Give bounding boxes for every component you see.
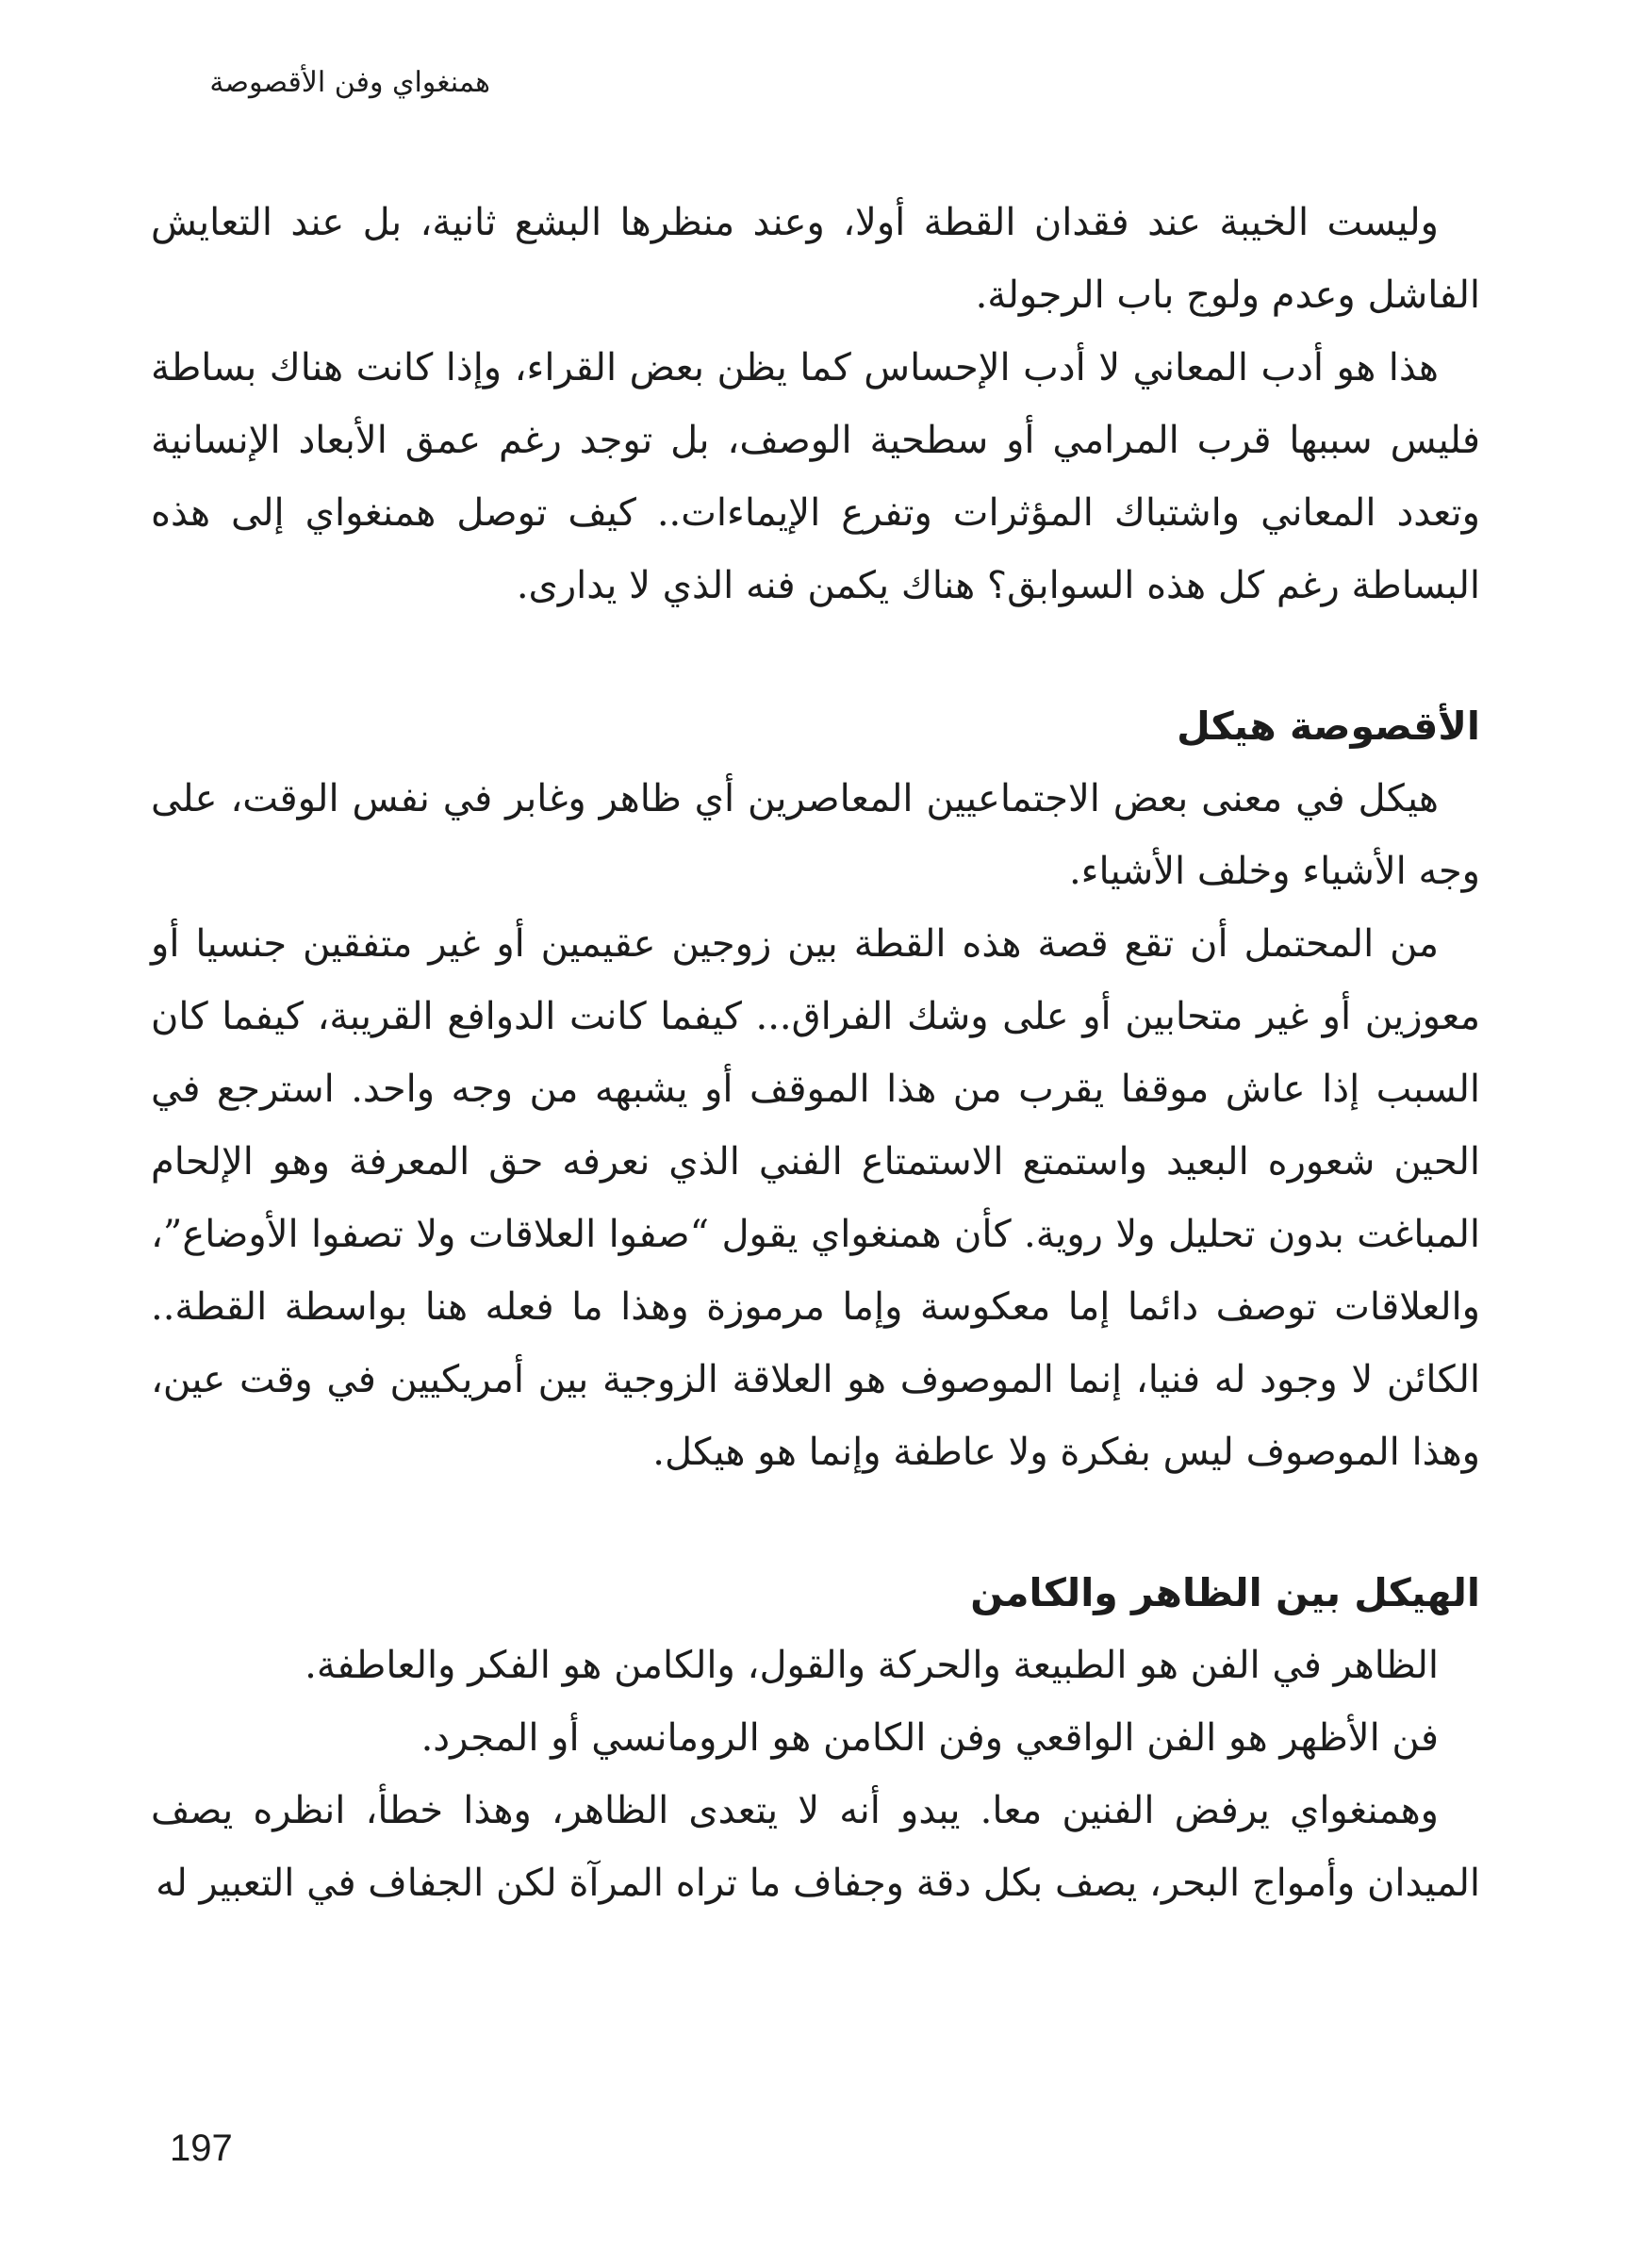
section-heading: الأقصوصة هيكل <box>1177 704 1480 749</box>
paragraph: الظاهر في الفن هو الطبيعة والحركة والقول، والكامن هو الفكر والعاطفة. <box>305 1644 1439 1687</box>
section-spacer <box>151 622 1480 690</box>
paragraph: هذا هو أدب المعاني لا أدب الإحساس كما يظن بعض القراء، وإذا كانت هناك بساطة فليس سببها قرب المرامي أو سطحية الوصف، بل توجد رغم عمق الأبعاد الإنسانية وتعدد المعاني واشتباك المؤثرات وتفرع الإيماءات.. كيف توصل همنغواي إلى هذه البساطة رغم كل هذه السوابق؟ هناك يكمن فنه الذي لا يدارى. <box>151 346 1480 607</box>
paragraph: وهمنغواي يرفض الفنين معا. يبدو أنه لا يتعدى الظاهر، وهذا خطأ، انظره يصف الميدان وأمواج البحر، يصف بكل دقة وجفاف ما تراه المرآة لكن الجفاف في التعبير له <box>151 1789 1480 1905</box>
paragraph: من المحتمل أن تقع قصة هذه القطة بين زوجين عقيمين أو غير متفقين جنسيا أو معوزين أو غير متحابين أو على وشك الفراق... كيفما كانت الدوافع القريبة، كيفما كان السبب إذا عاش موقفا يقرب من هذا الموقف أو يشبهه من وجه واحد. استرجع في الحين شعوره البعيد واستمتع الاستمتاع الفني الذي نعرفه حق المعرفة وهو الإلحام المباغت بدون تحليل ولا روية. كأن همنغواي يقول “صفوا العلاقات ولا تصفوا الأوضاع”، والعلاقات توصف دائما إما معكوسة وإما مرموزة وهذا ما فعله هنا بواسطة القطة.. الكائن لا وجود له فنيا، إنما الموصوف هو العلاقة الزوجية بين أمريكيين في وقت عين، وهذا الموصوف ليس بفكرة ولا عاطفة وإنما هو هيكل. <box>151 922 1480 1474</box>
paragraph: وليست الخيبة عند فقدان القطة أولا، وعند منظرها البشع ثانية، بل عند التعايش الفاشل وعدم ولوج باب الرجولة. <box>151 201 1480 317</box>
page-number: 197 <box>170 2127 233 2169</box>
section-heading: الهيكل بين الظاهر والكامن <box>970 1570 1480 1615</box>
paragraph: هيكل في معنى بعض الاجتماعيين المعاصرين أي ظاهر وغابر في نفس الوقت، على وجه الأشياء وخلف الأشياء. <box>151 777 1480 893</box>
paragraph: فن الأظهر هو الفن الواقعي وفن الكامن هو الرومانسي أو المجرد. <box>420 1716 1439 1760</box>
section-spacer <box>151 1489 1480 1557</box>
running-header: همنغواي وفن الأقصوصة <box>209 66 490 99</box>
page-body <box>151 187 1480 1920</box>
